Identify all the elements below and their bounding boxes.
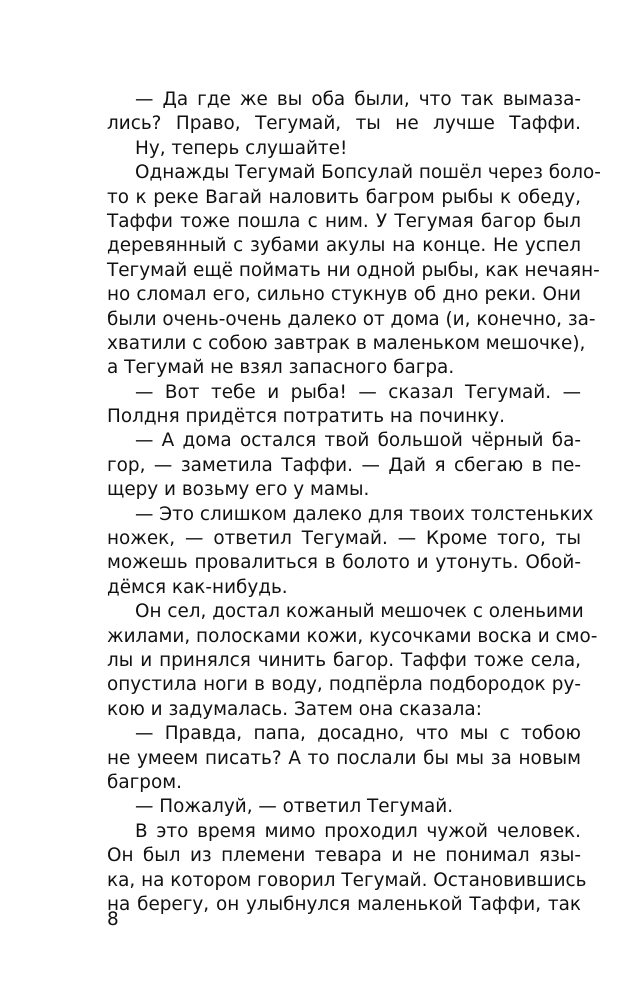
text-line: то к реке Вагай наловить багром рыбы к обеду, [107, 186, 581, 208]
text-line: — Пожалуй, — ответил Тегумай. [135, 796, 454, 818]
text-line: Ну, теперь слушайте! [135, 137, 348, 159]
text-line: ножек, — ответил Тегумай. — Кроме того, ты [107, 528, 581, 550]
text-line: Однажды Тегумай Бопсулай пошёл через боло- [135, 162, 601, 184]
text-line: Таффи тоже пошла с ним. У Тегумая багор был [107, 210, 581, 232]
text-line: можешь провалиться в болото и утонуть. Обой- [107, 552, 581, 574]
text-line: были очень-очень далеко от дома (и, конечно, за- [107, 308, 596, 330]
text-line: Он был из племени тевара и не понимал язы- [107, 845, 581, 867]
text-line: Он сел, достал кожаный мешочек с оленьими [135, 601, 584, 623]
text-line: Полдня придётся потратить на починку. [107, 406, 505, 428]
text-line: а Тегумай не взял запасного багра. [107, 357, 455, 379]
text-line: ка, на котором говорил Тегумай. Остановившись [107, 869, 587, 891]
text-line: хватили с собою завтрак в маленьком мешочке), [107, 332, 586, 354]
text-line: лись? Право, Тегумай, ты не лучше Таффи. [107, 113, 581, 135]
text-line: Тегумай ещё поймать ни одной рыбы, как нечаян- [107, 259, 600, 281]
text-line: гор, — заметила Таффи. — Дай я сбегаю в пе- [107, 454, 581, 476]
body-text [107, 88, 601, 917]
text-line: багром. [107, 771, 182, 793]
text-line: щеру и возьму его у мамы. [107, 479, 370, 501]
text-line: — Правда, папа, досадно, что мы с тобою [135, 723, 581, 745]
text-line: деревянный с зубами акулы на конце. Не успел [107, 235, 581, 257]
text-line: на берегу, он улыбнулся маленькой Таффи, так [107, 893, 581, 915]
text-line: — Да где же вы оба были, что так вымаза- [135, 89, 581, 110]
text-line: В это время мимо проходил чужой человек. [135, 820, 581, 842]
text-line: но сломал его, сильно стукнув об дно реки. Они [107, 284, 581, 306]
text-line: — Это слишком далеко для твоих толстеньких [135, 503, 594, 525]
text-line: жилами, полосками кожи, кусочками воска и смо- [107, 625, 598, 647]
text-line: опустила ноги в воду, подпёрла подбородок ру- [107, 674, 581, 696]
page-number: 8 [107, 909, 119, 930]
text-line: кою и задумалась. Затем она сказала: [107, 698, 482, 720]
text-line: дёмся как-нибудь. [107, 576, 288, 598]
text-line: не умеем писать? А то послали бы мы за новым [107, 747, 581, 769]
text-line: лы и принялся чинить багор. Таффи тоже села, [107, 649, 581, 671]
text-line: — А дома остался твой большой чёрный ба- [135, 430, 581, 452]
text-line: — Вот тебе и рыба! — сказал Тегумай. — [135, 381, 581, 403]
